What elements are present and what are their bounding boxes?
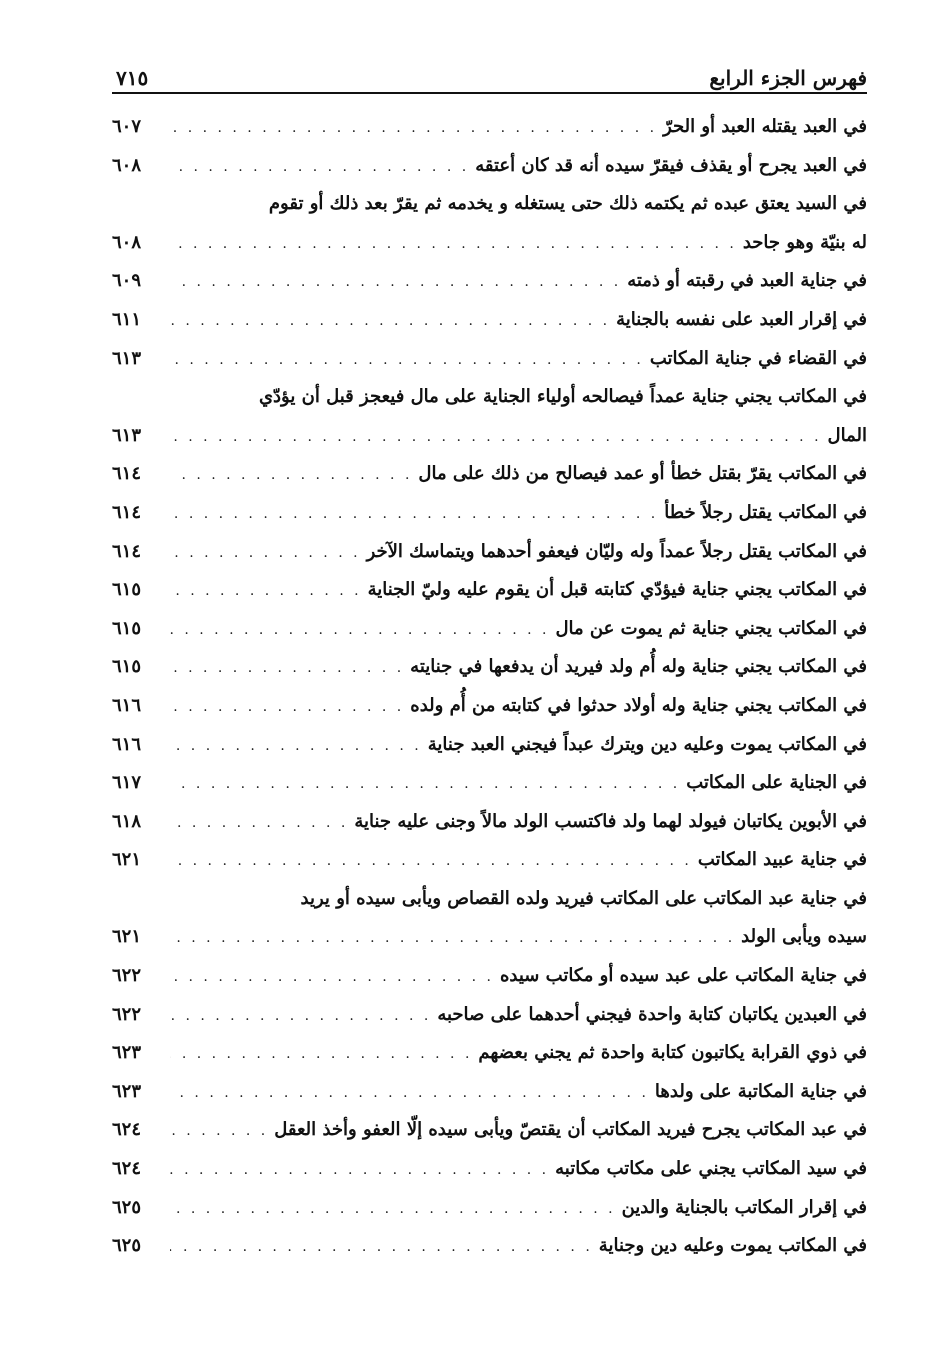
entry-title: في المكاتب يقرّ بقتل خطأ أو عمد فيصالح من ذلك على مال bbox=[418, 463, 867, 485]
entry-page-number: ٦١١ bbox=[112, 308, 142, 330]
entry-page-number: ٦٢٢ bbox=[112, 1003, 142, 1025]
dot-leader bbox=[170, 572, 362, 611]
index-entry bbox=[112, 1111, 867, 1150]
entry-page-number: ٦١٥ bbox=[112, 656, 142, 678]
entry-title: في سيد المكاتب يجني على مكاتب مكاتبه bbox=[555, 1158, 867, 1180]
index-entry bbox=[112, 378, 867, 455]
entry-page-number: ٦٢٥ bbox=[112, 1235, 142, 1257]
dot-leader bbox=[170, 958, 494, 997]
entry-line-last bbox=[112, 224, 867, 263]
entry-title: في القضاء في جناية المكاتب bbox=[649, 347, 867, 369]
header-title: فهرس الجزء الرابع bbox=[709, 66, 867, 90]
entry-line bbox=[112, 185, 867, 224]
entry-line bbox=[112, 378, 867, 417]
entry-page-number: ٦١٨ bbox=[112, 810, 142, 832]
entry-title: في إقرار العبد على نفسه بالجناية bbox=[616, 308, 867, 330]
entry-line-last bbox=[112, 957, 867, 996]
entry-title: في العبدين يكاتبان كتابة واحدة فيجني أحدهما على صاحبه bbox=[437, 1003, 867, 1025]
dot-leader bbox=[170, 456, 412, 495]
index-entry bbox=[112, 957, 867, 996]
dot-leader bbox=[170, 534, 361, 573]
index-entry bbox=[112, 1034, 867, 1073]
entry-line-last bbox=[112, 147, 867, 186]
entry-page-number: ٦٢٢ bbox=[112, 965, 142, 987]
entry-title: في العبد يقتله العبد أو الحرّ bbox=[663, 116, 867, 137]
entry-title: في جناية العبد في رقبته أو ذمته bbox=[627, 270, 867, 292]
index-entry bbox=[112, 803, 867, 842]
entry-title: في المكاتب يجني جناية وله أولاد حدثوا في كتابته من أُم ولده bbox=[410, 694, 867, 716]
entry-line-last bbox=[112, 726, 867, 765]
entry-title: في المكاتب يجني جناية ثم يموت عن مال bbox=[555, 617, 867, 639]
entry-page-number: ٦٢١ bbox=[112, 849, 142, 871]
dot-leader bbox=[170, 997, 431, 1036]
entry-line-last bbox=[112, 648, 867, 687]
entry-page-number: ٦٢٤ bbox=[112, 1158, 142, 1180]
index-entry bbox=[112, 687, 867, 726]
entry-page-number: ٦٢٣ bbox=[112, 1042, 142, 1064]
dot-leader bbox=[170, 225, 737, 264]
entry-line-last bbox=[112, 455, 867, 494]
entry-page-number: ٦١٤ bbox=[112, 463, 142, 485]
dot-leader bbox=[170, 302, 610, 341]
entry-page-number: ٦٢١ bbox=[112, 926, 142, 948]
entry-page-number: ٦٢٥ bbox=[112, 1196, 142, 1218]
index-entry bbox=[112, 996, 867, 1035]
entry-line-last bbox=[112, 687, 867, 726]
index-entry bbox=[112, 494, 867, 533]
dot-leader bbox=[170, 148, 469, 187]
dot-leader bbox=[170, 495, 658, 534]
entry-line-last bbox=[112, 533, 867, 572]
entry-title: في المكاتب يقتل رجلاً عمداً وله وليّان فيعفو أحدهما ويتماسك الآخر bbox=[366, 540, 867, 562]
dot-leader bbox=[170, 842, 692, 881]
entry-page-number: ٦٠٨ bbox=[112, 154, 142, 176]
entry-line-last bbox=[112, 996, 867, 1035]
entry-line-last bbox=[112, 301, 867, 340]
entry-page-number: ٦١٥ bbox=[112, 579, 142, 601]
index-entry bbox=[112, 1073, 867, 1112]
entry-page-number: ٦١٥ bbox=[112, 617, 142, 639]
index-entry bbox=[112, 648, 867, 687]
index-entry bbox=[112, 340, 867, 379]
entry-title: في المكاتب يجني جناية فيؤدّي كتابته قبل أن يقوم عليه وليّ الجناية bbox=[367, 579, 867, 601]
entry-title: في جناية عبد المكاتب على المكاتب فيريد ولده القصاص ويأبى سيده أو يريد bbox=[300, 887, 867, 909]
entry-line-last bbox=[112, 918, 867, 957]
dot-leader bbox=[170, 765, 680, 804]
entry-title: في جناية عبيد المكاتب bbox=[697, 849, 867, 871]
index-entry bbox=[112, 533, 867, 572]
dot-leader bbox=[170, 1074, 649, 1113]
entry-line-last bbox=[112, 841, 867, 880]
entry-title: المال bbox=[827, 424, 867, 446]
entry-page-number: ٦١٤ bbox=[112, 501, 142, 523]
entry-title: سيده ويأبى الولد bbox=[741, 926, 867, 948]
index-entry bbox=[112, 841, 867, 880]
dot-leader bbox=[170, 804, 348, 843]
index-entry bbox=[112, 610, 867, 649]
dot-leader bbox=[170, 1035, 472, 1074]
entry-line-last bbox=[112, 262, 867, 301]
index-entry bbox=[112, 301, 867, 340]
entry-title: في ذوي القرابة يكاتبون كتابة واحدة ثم يجني بعضهم bbox=[478, 1042, 867, 1064]
header-page-number: ٧١٥ bbox=[116, 66, 149, 90]
entry-line-last bbox=[112, 340, 867, 379]
entry-title: في جناية المكاتبة على ولدها bbox=[654, 1080, 867, 1102]
index-entry bbox=[112, 764, 867, 803]
index-entry bbox=[112, 1189, 867, 1228]
entry-title: له بنيّة وهو جاحد bbox=[742, 231, 867, 253]
entry-title: في المكاتب يجني جناية وله أُم ولد فيريد أن يدفعها في جنايته bbox=[410, 656, 867, 678]
entry-page-number: ٦٠٧ bbox=[112, 116, 142, 137]
entry-line-last bbox=[112, 1227, 867, 1266]
dot-leader bbox=[170, 649, 404, 688]
dot-leader bbox=[170, 1151, 549, 1190]
entry-line-last bbox=[112, 1150, 867, 1189]
entry-line-last bbox=[112, 610, 867, 649]
entry-page-number: ٦٢٤ bbox=[112, 1119, 142, 1141]
entry-page-number: ٦٢٣ bbox=[112, 1080, 142, 1102]
entry-page-number: ٦١٧ bbox=[112, 772, 142, 794]
entry-title: في المكاتب يقتل رجلاً خطأ bbox=[664, 501, 867, 523]
entry-line-last bbox=[112, 1073, 867, 1112]
dot-leader bbox=[170, 688, 404, 727]
dot-leader bbox=[170, 1190, 616, 1229]
entry-title: في الأبوين يكاتبان فيولد لهما ولد فاكتسب الولد مالاً وجنى عليه جناية bbox=[354, 810, 867, 832]
entry-line-last bbox=[112, 108, 867, 147]
dot-leader bbox=[170, 1112, 268, 1151]
entry-title: في عبد المكاتب يجرح فيريد المكاتب أن يقتصّ ويأبى سيده إلّا العفو وأخذ العقل bbox=[274, 1119, 867, 1141]
dot-leader bbox=[170, 727, 422, 766]
entry-line-last bbox=[112, 494, 867, 533]
entry-title: في جناية المكاتب على عبد سيده أو مكاتب سيده bbox=[500, 965, 867, 987]
index-entry bbox=[112, 185, 867, 262]
index-entry bbox=[112, 1150, 867, 1189]
index-entry bbox=[112, 147, 867, 186]
entry-line-last bbox=[112, 571, 867, 610]
page-header bbox=[112, 52, 867, 94]
dot-leader bbox=[170, 1228, 593, 1267]
index-page bbox=[112, 52, 867, 1266]
entry-page-number: ٦١٣ bbox=[112, 347, 142, 369]
entry-title: في المكاتب يموت وعليه دين ويترك عبداً فيجني العبد جناية bbox=[427, 733, 867, 755]
dot-leader bbox=[170, 418, 822, 457]
dot-leader bbox=[170, 263, 621, 302]
entry-page-number: ٦١٦ bbox=[112, 694, 142, 716]
dot-leader bbox=[170, 919, 735, 958]
entry-line bbox=[112, 880, 867, 919]
index-entries bbox=[112, 108, 867, 1266]
entry-page-number: ٦٠٨ bbox=[112, 231, 142, 253]
entry-title: في المكاتب يموت وعليه دين وجناية bbox=[598, 1235, 867, 1257]
entry-title: في العبد يجرح أو يقذف فيقرّ سيده أنه قد كان أعتقه bbox=[475, 154, 867, 176]
index-entry bbox=[112, 571, 867, 610]
entry-page-number: ٦١٤ bbox=[112, 540, 142, 562]
dot-leader bbox=[170, 611, 549, 650]
index-entry bbox=[112, 726, 867, 765]
entry-line-last bbox=[112, 1034, 867, 1073]
index-entry bbox=[112, 880, 867, 957]
entry-title: في إقرار المكاتب بالجناية والدين bbox=[621, 1196, 867, 1218]
entry-line-last bbox=[112, 803, 867, 842]
index-entry bbox=[112, 1227, 867, 1266]
index-entry bbox=[112, 262, 867, 301]
entry-page-number: ٦١٦ bbox=[112, 733, 142, 755]
dot-leader bbox=[170, 341, 644, 380]
entry-line-last bbox=[112, 1189, 867, 1228]
entry-title: في المكاتب يجني جناية عمداً فيصالحه أولياء الجناية على مال فيعجز قبل أن يؤدّي bbox=[258, 386, 867, 408]
entry-line-last bbox=[112, 764, 867, 803]
index-entry bbox=[112, 455, 867, 494]
entry-page-number: ٦١٣ bbox=[112, 424, 142, 446]
index-entry bbox=[112, 108, 867, 147]
entry-title: في السيد يعتق عبده ثم يكتمه ذلك حتى يستغله و يخدمه ثم يقرّ بعد ذلك أو تقوم bbox=[268, 193, 867, 215]
entry-line-last bbox=[112, 417, 867, 456]
entry-line-last bbox=[112, 1111, 867, 1150]
entry-page-number: ٦٠٩ bbox=[112, 270, 142, 292]
dot-leader bbox=[170, 109, 657, 148]
entry-title: في الجناية على المكاتب bbox=[686, 772, 867, 794]
